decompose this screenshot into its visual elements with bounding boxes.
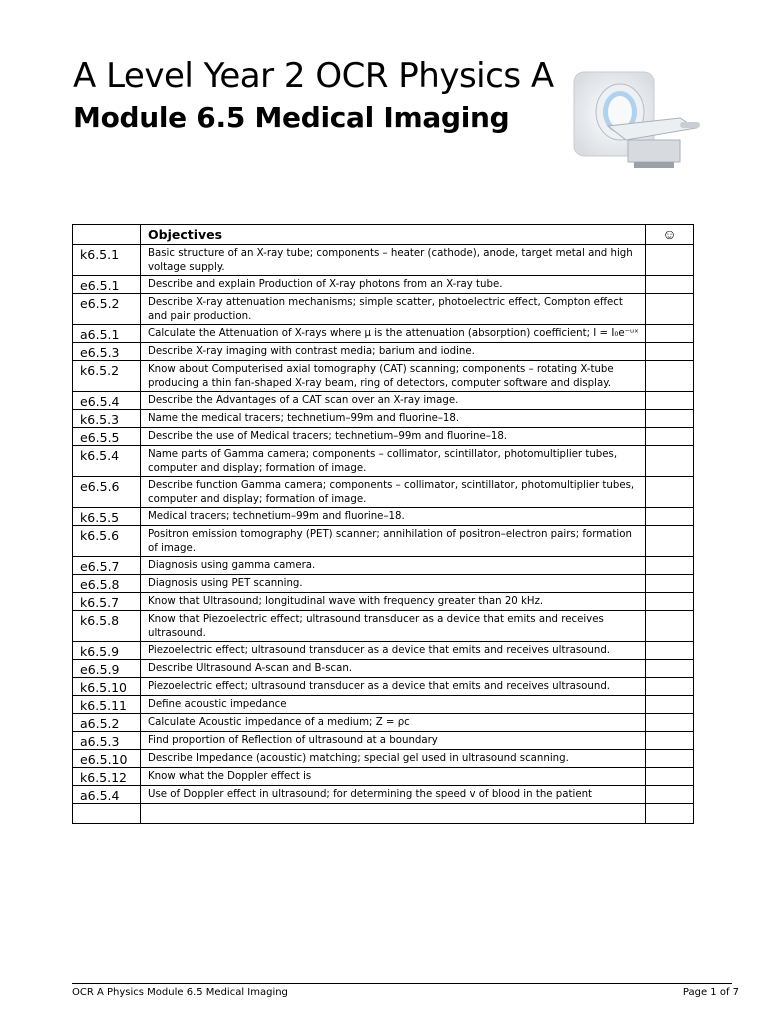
document-title: A Level Year 2 OCR Physics A [73,56,554,96]
objective-code: a6.5.1 [73,325,141,343]
checkbox-cell[interactable] [646,526,694,557]
table-row [73,593,694,611]
checkbox-cell[interactable] [646,477,694,508]
checkbox-cell[interactable] [646,446,694,477]
checkbox-cell[interactable] [646,343,694,361]
checkbox-cell[interactable] [646,660,694,678]
objective-code: e6.5.10 [73,750,141,768]
table-row [73,428,694,446]
checkbox-cell[interactable] [646,804,694,824]
table-row [73,714,694,732]
table-row [73,660,694,678]
objective-description: Use of Doppler effect in ultrasound; for determining the speed v of blood in the patient [141,786,646,804]
objective-code: k6.5.2 [73,361,141,392]
objective-code: k6.5.11 [73,696,141,714]
objective-code: k6.5.9 [73,642,141,660]
objective-description: Know that Piezoelectric effect; ultrasound transducer as a device that emits and receives ultrasound. [141,611,646,642]
table-row [73,642,694,660]
table-row [73,750,694,768]
header-code-cell [73,225,141,245]
objective-code: e6.5.9 [73,660,141,678]
footer-title: OCR A Physics Module 6.5 Medical Imaging [72,987,288,998]
table-row [73,678,694,696]
table-row [73,294,694,325]
table-row [73,768,694,786]
objective-description: Describe function Gamma camera; components – collimator, scintillator, photomultiplier tubes, computer and display; formation of image. [141,477,646,508]
objective-description: Find proportion of Reflection of ultrasound at a boundary [141,732,646,750]
checkbox-cell[interactable] [646,325,694,343]
checkbox-cell[interactable] [646,392,694,410]
checkbox-cell[interactable] [646,696,694,714]
objective-description: Name the medical tracers; technetium–99m and fluorine–18. [141,410,646,428]
table-row [73,508,694,526]
checkbox-cell[interactable] [646,245,694,276]
header-objectives: Objectives [141,225,646,245]
table-row [73,410,694,428]
objective-code: k6.5.12 [73,768,141,786]
objective-code: a6.5.4 [73,786,141,804]
objective-description: Describe Ultrasound A-scan and B-scan. [141,660,646,678]
checkbox-cell[interactable] [646,557,694,575]
table-row [73,611,694,642]
objective-description: Define acoustic impedance [141,696,646,714]
mri-scanner-image [568,66,710,174]
objective-description: Know about Computerised axial tomography (CAT) scanning; components – rotating X-tube producing a thin fan-shaped X-ray beam, ring of detectors, computer software and display. [141,361,646,392]
checkbox-cell[interactable] [646,786,694,804]
objective-code: k6.5.1 [73,245,141,276]
checkbox-cell[interactable] [646,732,694,750]
objective-code: e6.5.4 [73,392,141,410]
objective-code: e6.5.6 [73,477,141,508]
checkbox-cell[interactable] [646,678,694,696]
objective-description: Describe X-ray attenuation mechanisms; simple scatter, photoelectric effect, Compton effect and pair production. [141,294,646,325]
objective-code [73,804,141,824]
objective-description: Describe and explain Production of X-ray photons from an X-ray tube. [141,276,646,294]
checkbox-cell[interactable] [646,642,694,660]
checkbox-cell[interactable] [646,361,694,392]
objective-code: e6.5.2 [73,294,141,325]
checkbox-cell[interactable] [646,768,694,786]
objective-description: Diagnosis using gamma camera. [141,557,646,575]
objective-description: Name parts of Gamma camera; components – collimator, scintillator, photomultiplier tubes, computer and display; formation of image. [141,446,646,477]
objective-description: Basic structure of an X-ray tube; components – heater (cathode), anode, target metal and high voltage supply. [141,245,646,276]
table-row [73,557,694,575]
smiley-icon: ☺ [646,225,694,245]
table-row [73,361,694,392]
objective-code: a6.5.2 [73,714,141,732]
table-row [73,245,694,276]
table-row [73,392,694,410]
objective-description: Piezoelectric effect; ultrasound transducer as a device that emits and receives ultrasound. [141,642,646,660]
footer-divider [72,983,732,984]
objective-description: Know what the Doppler effect is [141,768,646,786]
objective-description [141,804,646,824]
table-row [73,526,694,557]
objective-code: k6.5.6 [73,526,141,557]
table-row [73,696,694,714]
checkbox-cell[interactable] [646,410,694,428]
objective-description: Medical tracers; technetium–99m and fluorine–18. [141,508,646,526]
table-row [73,786,694,804]
objective-description: Piezoelectric effect; ultrasound transducer as a device that emits and receives ultrasound. [141,678,646,696]
table-row [73,325,694,343]
checkbox-cell[interactable] [646,508,694,526]
table-row [73,446,694,477]
checkbox-cell[interactable] [646,611,694,642]
table-row [73,343,694,361]
objective-code: k6.5.8 [73,611,141,642]
objective-code: e6.5.5 [73,428,141,446]
page-number: Page 1 of 7 [682,987,739,998]
objective-code: e6.5.8 [73,575,141,593]
objective-description: Calculate Acoustic impedance of a medium; Z = ρc [141,714,646,732]
table-header-row [73,225,694,245]
objectives-table [72,224,694,824]
objective-code: k6.5.5 [73,508,141,526]
objective-description: Diagnosis using PET scanning. [141,575,646,593]
table-row [73,732,694,750]
checkbox-cell[interactable] [646,714,694,732]
objective-code: k6.5.7 [73,593,141,611]
objective-description: Describe Impedance (acoustic) matching; special gel used in ultrasound scanning. [141,750,646,768]
objective-description: Describe X-ray imaging with contrast media; barium and iodine. [141,343,646,361]
objective-description: Calculate the Attenuation of X-rays where μ is the attenuation (absorption) coefficient; I = I₀e⁻ᵘˣ [141,325,646,343]
objective-code: e6.5.1 [73,276,141,294]
table-row [73,276,694,294]
table-row [73,477,694,508]
objective-code: e6.5.7 [73,557,141,575]
objective-code: e6.5.3 [73,343,141,361]
checkbox-cell[interactable] [646,428,694,446]
document-subtitle: Module 6.5 Medical Imaging [73,101,510,134]
table-row [73,804,694,824]
table-row [73,575,694,593]
objective-code: k6.5.3 [73,410,141,428]
objective-description: Describe the use of Medical tracers; technetium–99m and fluorine–18. [141,428,646,446]
objective-description: Positron emission tomography (PET) scanner; annihilation of positron–electron pairs; formation of image. [141,526,646,557]
checkbox-cell[interactable] [646,575,694,593]
objective-code: k6.5.4 [73,446,141,477]
objective-description: Describe the Advantages of a CAT scan over an X-ray image. [141,392,646,410]
objective-description: Know that Ultrasound; longitudinal wave with frequency greater than 20 kHz. [141,593,646,611]
checkbox-cell[interactable] [646,276,694,294]
checkbox-cell[interactable] [646,593,694,611]
objective-code: k6.5.10 [73,678,141,696]
objective-code: a6.5.3 [73,732,141,750]
checkbox-cell[interactable] [646,750,694,768]
checkbox-cell[interactable] [646,294,694,325]
